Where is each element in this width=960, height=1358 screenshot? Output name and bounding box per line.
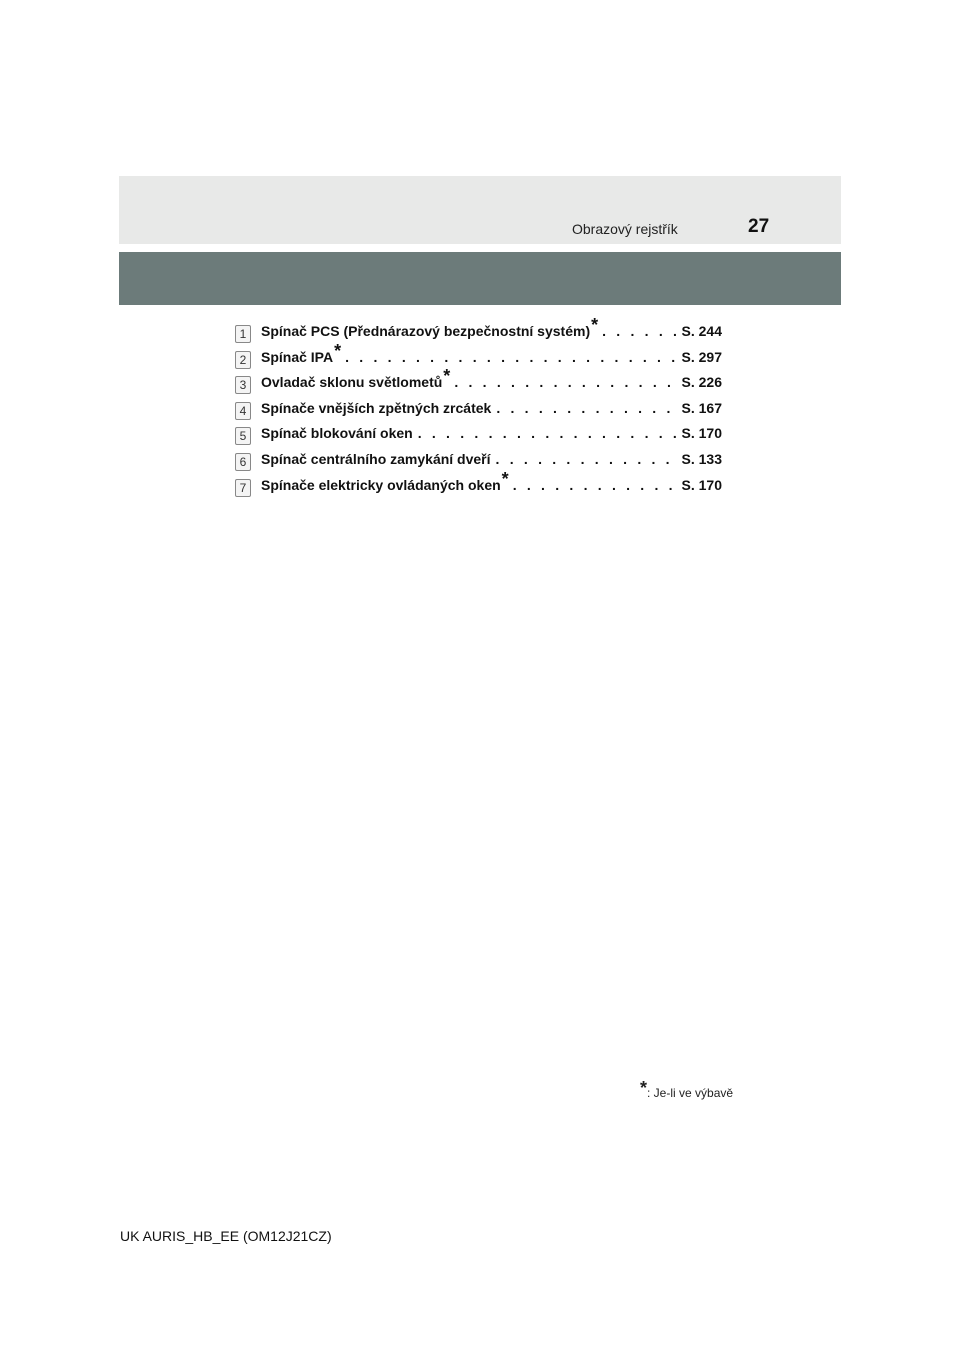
item-number-badge: 6	[235, 453, 251, 471]
section-title: Obrazový rejstřík	[572, 221, 678, 237]
section-band	[119, 252, 841, 305]
dot-leader	[513, 477, 678, 493]
entry-label: Spínač blokování oken	[261, 425, 413, 442]
list-item[interactable]	[235, 392, 722, 418]
list-item[interactable]	[235, 443, 722, 469]
list-item[interactable]	[235, 469, 722, 495]
page-reference[interactable]: S. 170	[681, 425, 722, 442]
entry-label: Spínače vnějších zpětných zrcátek	[261, 399, 492, 416]
document-id: UK AURIS_HB_EE (OM12J21CZ)	[120, 1228, 332, 1244]
list-item[interactable]	[235, 366, 722, 392]
asterisk-mark: *	[443, 366, 451, 387]
asterisk-mark: *	[334, 340, 342, 361]
dot-leader	[496, 451, 678, 467]
header-band	[119, 176, 841, 244]
page-reference[interactable]: S. 226	[681, 374, 722, 391]
index-list	[235, 315, 722, 494]
list-item[interactable]	[235, 315, 722, 341]
page-reference[interactable]: S. 133	[681, 450, 722, 467]
entry-label: Spínače elektricky ovládaných oken*	[261, 468, 509, 493]
entry-label: Spínač centrálního zamykání dveří	[261, 450, 491, 467]
dot-leader	[418, 425, 678, 441]
dot-leader	[496, 400, 677, 416]
dot-leader	[454, 374, 677, 390]
item-number-badge: 3	[235, 376, 251, 394]
asterisk-mark: *	[640, 1078, 648, 1098]
asterisk-mark: *	[501, 468, 509, 489]
entry-label: Ovladač sklonu světlometů*	[261, 366, 451, 391]
page-reference[interactable]: S. 167	[681, 399, 722, 416]
page-reference[interactable]: S. 297	[681, 348, 722, 365]
footnote	[640, 1078, 733, 1100]
item-number-badge: 5	[235, 427, 251, 445]
asterisk-mark: *	[591, 315, 599, 335]
footnote-text: : Je-li ve výbavě	[647, 1086, 734, 1100]
item-number-badge: 4	[235, 402, 251, 420]
entry-label: Spínač IPA*	[261, 340, 342, 365]
item-number-badge: 2	[235, 351, 251, 369]
dot-leader	[602, 323, 677, 339]
list-item[interactable]	[235, 341, 722, 367]
page-reference[interactable]: S. 170	[681, 476, 722, 493]
page-number: 27	[748, 216, 770, 237]
dot-leader	[345, 349, 677, 365]
item-number-badge: 1	[235, 325, 251, 343]
list-item[interactable]	[235, 417, 722, 443]
item-number-badge: 7	[235, 479, 251, 497]
page-reference[interactable]: S. 244	[681, 323, 722, 339]
entry-label: Spínač PCS (Přednárazový bezpečnostní systém)*	[261, 315, 599, 339]
